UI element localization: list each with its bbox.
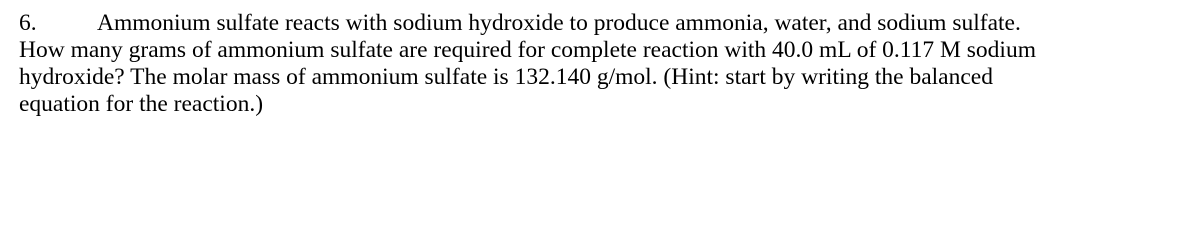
question-block xyxy=(19,10,1179,118)
question-number: 6. xyxy=(19,10,37,36)
question-text-line: How many grams of ammonium sulfate are required for complete reaction with 40.0 mL of 0.117 M sodium xyxy=(19,37,1036,63)
question-text-line: hydroxide? The molar mass of ammonium sulfate is 132.140 g/mol. (Hint: start by writing the balanced xyxy=(19,64,993,90)
question-line-1 xyxy=(19,10,1179,37)
question-text-line: Ammonium sulfate reacts with sodium hydroxide to produce ammonia, water, and sodium sulfate. xyxy=(97,10,1021,36)
question-text-line: equation for the reaction.) xyxy=(19,91,264,117)
